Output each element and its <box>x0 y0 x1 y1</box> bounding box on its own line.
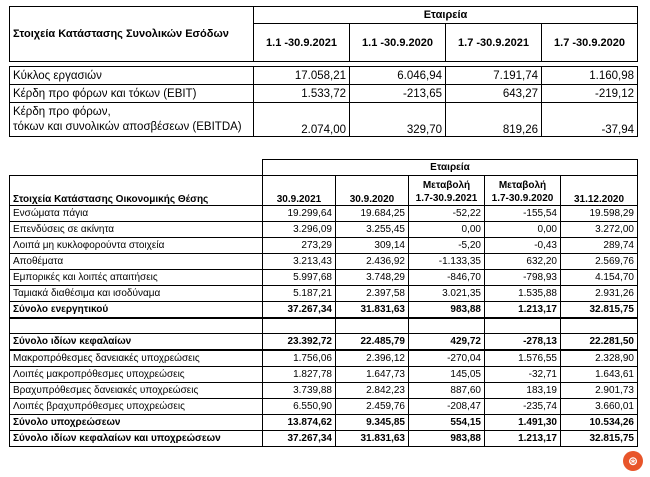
cell: 2.901,73 <box>561 383 638 399</box>
cell: 5.997,68 <box>263 270 336 286</box>
cell: 1.533,72 <box>254 85 350 103</box>
table-row <box>10 103 638 137</box>
cell: 5.187,21 <box>263 286 336 302</box>
cell: 22.281,50 <box>561 334 638 351</box>
row-label: Κέρδη προ φόρων και τόκων (EBIT) <box>10 85 254 103</box>
cell: 1.827,78 <box>263 367 336 383</box>
income-title: Στοιχεία Κατάστασης Συνολικών Εσόδων <box>10 7 254 62</box>
cell: 0,00 <box>485 222 561 238</box>
row-label: Σύνολο υποχρεώσεων <box>10 415 263 431</box>
cell: 983,88 <box>409 302 485 319</box>
table-row <box>10 206 638 222</box>
cell: -37,94 <box>542 103 638 137</box>
cell: 31.831,63 <box>336 431 409 447</box>
income-col-4: 1.7 -30.9.2020 <box>542 24 638 62</box>
cell: -155,54 <box>485 206 561 222</box>
cell: 2.328,90 <box>561 350 638 367</box>
cell: 31.831,63 <box>336 302 409 319</box>
cell: -1.133,35 <box>409 254 485 270</box>
cell: 2.436,92 <box>336 254 409 270</box>
cell: 32.815,75 <box>561 302 638 319</box>
cell: 309,14 <box>336 238 409 254</box>
cell: 1.643,61 <box>561 367 638 383</box>
cell: 19.684,25 <box>336 206 409 222</box>
row-label: Ενσώματα πάγια <box>10 206 263 222</box>
financial-position-table <box>9 159 638 447</box>
income-statement-table <box>9 6 638 137</box>
cell: 183,19 <box>485 383 561 399</box>
balance-col-4: Μεταβολή 1.7-30.9.2020 <box>485 176 561 206</box>
cell: 1.213,17 <box>485 431 561 447</box>
cell: -32,71 <box>485 367 561 383</box>
brand-logo-icon: ⊛ <box>623 451 643 471</box>
cell: 3.748,29 <box>336 270 409 286</box>
cell: 1.756,06 <box>263 350 336 367</box>
row-label: Εμπορικές και λοιπές απαιτήσεις <box>10 270 263 286</box>
table-row <box>10 302 638 319</box>
row-label: Σύνολο ιδίων κεφαλαίων <box>10 334 263 351</box>
row-label: Λοιπά μη κυκλοφορούντα στοιχεία <box>10 238 263 254</box>
cell: -213,65 <box>350 85 446 103</box>
cell: 17.058,21 <box>254 67 350 85</box>
cell: 1.491,30 <box>485 415 561 431</box>
balance-col-1: 30.9.2021 <box>263 176 336 206</box>
table-row <box>10 254 638 270</box>
cell: 2.931,26 <box>561 286 638 302</box>
table-row <box>10 222 638 238</box>
balance-title: Στοιχεία Κατάστασης Οικονομικής Θέσης <box>10 176 263 206</box>
cell: 1.647,73 <box>336 367 409 383</box>
cell: 643,27 <box>446 85 542 103</box>
spacer <box>10 160 263 176</box>
cell: 429,72 <box>409 334 485 351</box>
cell: 19.299,64 <box>263 206 336 222</box>
table-row <box>10 350 638 367</box>
row-label: Επενδύσεις σε ακίνητα <box>10 222 263 238</box>
cell: 329,70 <box>350 103 446 137</box>
cell: 23.392,72 <box>263 334 336 351</box>
cell: 19.598,29 <box>561 206 638 222</box>
income-col-2: 1.1 -30.9.2020 <box>350 24 446 62</box>
table-row <box>10 286 638 302</box>
cell: 983,88 <box>409 431 485 447</box>
row-label-line-2: τόκων και συνολικών αποσβέσεων (EBITDA) <box>13 121 242 133</box>
cell: 2.397,58 <box>336 286 409 302</box>
row-label: Σύνολο ιδίων κεφαλαίων και υποχρεώσεων <box>10 431 263 447</box>
row-label: Ταμιακά διαθέσιμα και ισοδύναμα <box>10 286 263 302</box>
cell: 273,29 <box>263 238 336 254</box>
table-row <box>10 431 638 447</box>
cell: 1.160,98 <box>542 67 638 85</box>
cell: 22.485,79 <box>336 334 409 351</box>
table-row <box>10 399 638 415</box>
row-label <box>10 103 254 137</box>
cell: 3.660,01 <box>561 399 638 415</box>
cell: 145,05 <box>409 367 485 383</box>
row-label: Κύκλος εργασιών <box>10 67 254 85</box>
cell: 632,20 <box>485 254 561 270</box>
cell: 819,26 <box>446 103 542 137</box>
cell: 289,74 <box>561 238 638 254</box>
cell: 1.535,88 <box>485 286 561 302</box>
cell: 2.842,23 <box>336 383 409 399</box>
balance-col-2: 30.9.2020 <box>336 176 409 206</box>
cell: 2.569,76 <box>561 254 638 270</box>
cell: 9.345,85 <box>336 415 409 431</box>
cell: 4.154,70 <box>561 270 638 286</box>
cell: 37.267,34 <box>263 431 336 447</box>
cell: 3.296,09 <box>263 222 336 238</box>
income-company-header: Εταιρεία <box>254 7 638 24</box>
row-label: Βραχυπρόθεσμες δανειακές υποχρεώσεις <box>10 383 263 399</box>
income-col-1: 1.1 -30.9.2021 <box>254 24 350 62</box>
cell: -798,93 <box>485 270 561 286</box>
balance-company-header: Εταιρεία <box>263 160 638 176</box>
cell: 7.191,74 <box>446 67 542 85</box>
row-label-line-1: Κέρδη προ φόρων, <box>13 106 111 118</box>
row-label: Αποθέματα <box>10 254 263 270</box>
row-label: Λοιπές μακροπρόθεσμες υποχρεώσεις <box>10 367 263 383</box>
table-row <box>10 367 638 383</box>
row-label: Σύνολο ενεργητικού <box>10 302 263 319</box>
cell: -235,74 <box>485 399 561 415</box>
cell: 3.272,00 <box>561 222 638 238</box>
cell: 3.739,88 <box>263 383 336 399</box>
cell: 37.267,34 <box>263 302 336 319</box>
table-row <box>10 415 638 431</box>
cell: 1.213,17 <box>485 302 561 319</box>
table-row <box>10 270 638 286</box>
cell: -846,70 <box>409 270 485 286</box>
table-row <box>10 67 638 85</box>
table-row <box>10 85 638 103</box>
table-row <box>10 383 638 399</box>
cell: -52,22 <box>409 206 485 222</box>
cell: 887,60 <box>409 383 485 399</box>
cell: 554,15 <box>409 415 485 431</box>
cell: 3.213,43 <box>263 254 336 270</box>
row-label: Λοιπές βραχυπρόθεσμες υποχρεώσεις <box>10 399 263 415</box>
cell: 2.074,00 <box>254 103 350 137</box>
cell: 6.550,90 <box>263 399 336 415</box>
income-col-3: 1.7 -30.9.2021 <box>446 24 542 62</box>
row-label: Μακροπρόθεσμες δανειακές υποχρεώσεις <box>10 350 263 367</box>
cell: 3.255,45 <box>336 222 409 238</box>
cell: -5,20 <box>409 238 485 254</box>
balance-col-3: Μεταβολή 1.7-30.9.2021 <box>409 176 485 206</box>
cell: 32.815,75 <box>561 431 638 447</box>
cell: -270,04 <box>409 350 485 367</box>
cell: -0,43 <box>485 238 561 254</box>
cell: -208,47 <box>409 399 485 415</box>
cell: 0,00 <box>409 222 485 238</box>
cell: 13.874,62 <box>263 415 336 431</box>
cell: -219,12 <box>542 85 638 103</box>
cell: 2.396,12 <box>336 350 409 367</box>
cell: 6.046,94 <box>350 67 446 85</box>
cell: 10.534,26 <box>561 415 638 431</box>
balance-col-5: 31.12.2020 <box>561 176 638 206</box>
spacer-row <box>10 318 638 334</box>
cell: 1.576,55 <box>485 350 561 367</box>
cell: 2.459,76 <box>336 399 409 415</box>
cell: -278,13 <box>485 334 561 351</box>
table-row <box>10 334 638 351</box>
table-row <box>10 238 638 254</box>
cell: 3.021,35 <box>409 286 485 302</box>
